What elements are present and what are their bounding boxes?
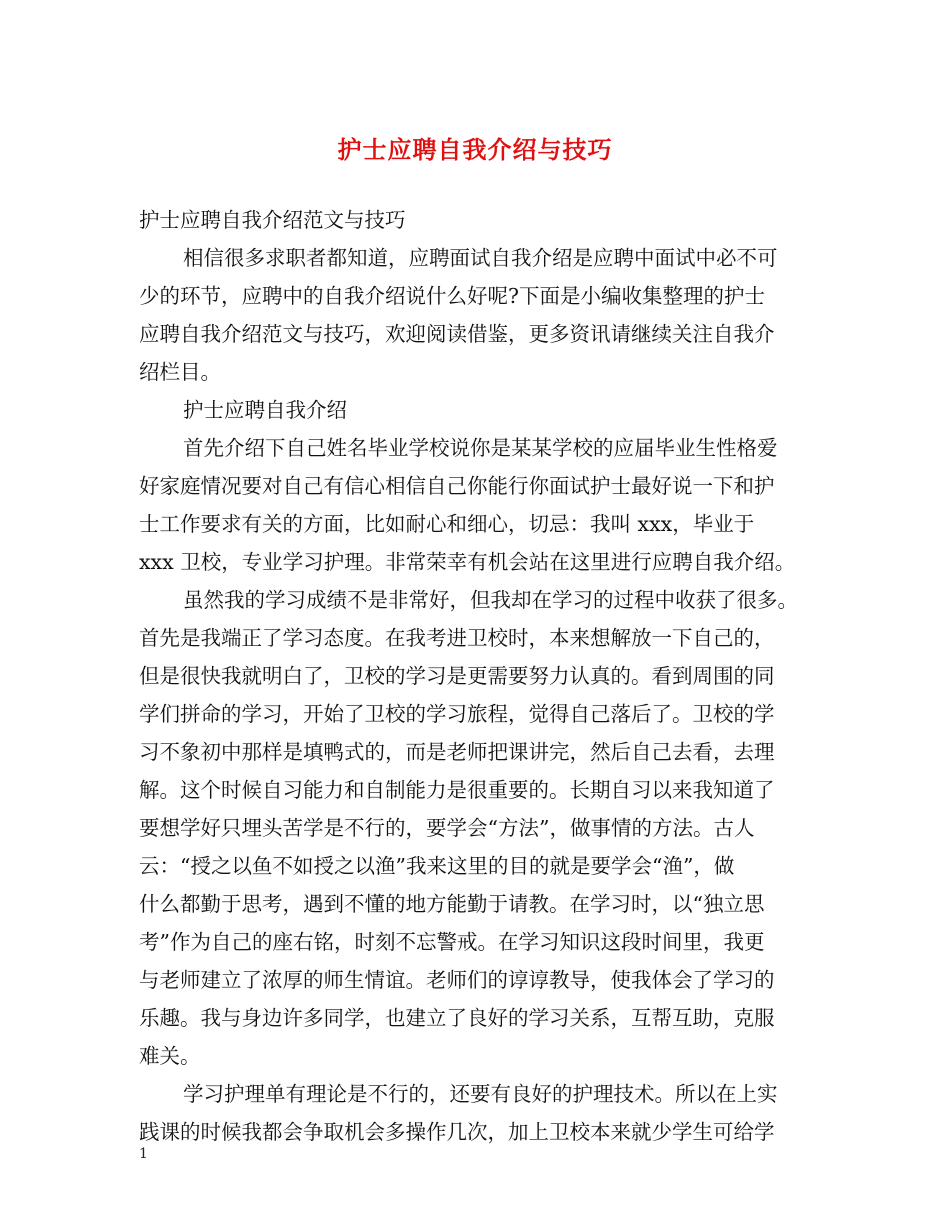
body-line: 习不象初中那样是填鸭式的，而是老师把课讲完，然后自己去看，去理 <box>139 740 775 764</box>
body-line: 学们拼命的学习，开始了卫校的学习旅程，觉得自己落后了。卫校的学 <box>139 702 775 726</box>
body-line: 首先介绍下自己姓名毕业学校说你是某某学校的应届毕业生性格爱 <box>183 436 778 460</box>
document-body <box>139 201 819 1151</box>
body-line: 首先是我端正了学习态度。在我考进卫校时，本来想解放一下自己的， <box>139 626 775 650</box>
body-line: 应聘自我介绍范文与技巧，欢迎阅读借鉴，更多资讯请继续关注自我介 <box>139 322 775 346</box>
body-line: 什么都勤于思考，遇到不懂的地方能勤于请教。在学习时，以“独立思 <box>139 892 765 916</box>
body-line: xxx 卫校，专业学习护理。非常荣幸有机会站在这里进行应聘自我介绍。 <box>139 550 796 574</box>
body-line: 考”作为自己的座右铭，时刻不忘警戒。在学习知识这段时间里，我更 <box>139 930 765 954</box>
body-line: 难关。 <box>139 1044 201 1068</box>
body-line: 与老师建立了浓厚的师生情谊。老师们的谆谆教导，使我体会了学习的 <box>139 968 775 992</box>
document-title: 护士应聘自我介绍与技巧 <box>337 135 613 164</box>
body-line: 士工作要求有关的方面，比如耐心和细心，切忌：我叫 xxx，毕业于 <box>139 512 755 536</box>
body-line: 学习护理单有理论是不行的，还要有良好的护理技术。所以在上实 <box>183 1082 778 1106</box>
body-line: 好家庭情况要对自己有信心相信自己你能行你面试护士最好说一下和护 <box>139 474 775 498</box>
body-line: 护士应聘自我介绍范文与技巧 <box>139 208 406 232</box>
body-line: 少的环节，应聘中的自我介绍说什么好呢?下面是小编收集整理的护士 <box>139 284 765 308</box>
body-line: 云：“授之以鱼不如授之以渔”我来这里的目的就是要学会“渔”，做 <box>139 854 735 878</box>
page-number: 1 <box>139 1146 148 1162</box>
body-line: 但是很快我就明白了，卫校的学习是更需要努力认真的。看到周围的同 <box>139 664 775 688</box>
body-line: 乐趣。我与身边许多同学，也建立了良好的学习关系，互帮互助，克服 <box>139 1006 775 1030</box>
body-line: 虽然我的学习成绩不是非常好，但我却在学习的过程中收获了很多。 <box>183 588 798 612</box>
body-line: 要想学好只埋头苦学是不行的，要学会“方法”，做事情的方法。古人 <box>139 816 755 840</box>
body-line: 践课的时候我都会争取机会多操作几次，加上卫校本来就少学生可给学 <box>139 1120 775 1144</box>
body-line: 护士应聘自我介绍 <box>183 398 347 422</box>
body-line: 绍栏目。 <box>139 360 221 384</box>
body-line: 相信很多求职者都知道，应聘面试自我介绍是应聘中面试中必不可 <box>183 246 778 270</box>
body-line: 解。这个时候自习能力和自制能力是很重要的。长期自习以来我知道了 <box>139 778 775 802</box>
